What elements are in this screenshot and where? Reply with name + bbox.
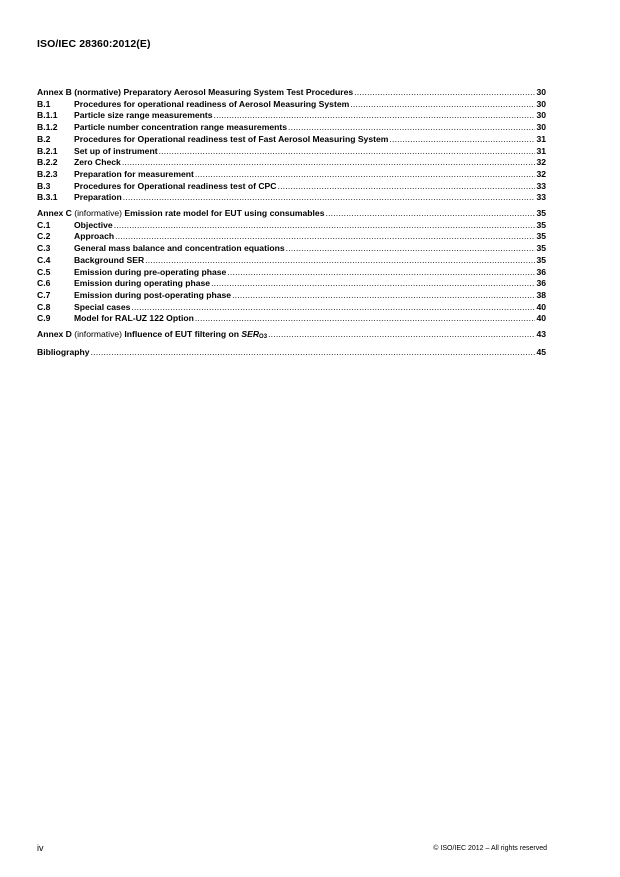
toc-leader-dots <box>123 192 536 204</box>
toc-number: C.9 <box>37 313 51 324</box>
toc-page-number: 30 <box>536 87 546 97</box>
toc-row[interactable] <box>37 110 546 122</box>
toc-row[interactable] <box>37 181 546 193</box>
toc-page-number: 30 <box>536 122 546 133</box>
toc-leader-dots <box>354 87 535 99</box>
toc-leader-dots <box>286 243 536 255</box>
annex-type: (normative) <box>74 87 122 97</box>
toc-title: Particle number concentration range measurements <box>74 122 288 133</box>
toc-leader-dots <box>211 278 535 290</box>
annex-type: (informative) <box>74 329 123 340</box>
toc-leader-dots <box>131 302 535 314</box>
toc-page-number: 30 <box>536 110 546 121</box>
toc-title: Emission during operating phase <box>74 278 211 289</box>
toc-leader-dots <box>115 231 535 243</box>
toc-number: B.1.2 <box>37 122 58 133</box>
toc-title: Model for RAL-UZ 122 Option <box>74 313 194 324</box>
toc-leader-dots <box>350 99 535 111</box>
toc-page-number: 35 <box>536 254 546 265</box>
toc-title: Preparation <box>74 192 122 203</box>
toc-title: Procedures for Operational readiness test of Fast Aerosol Measuring System <box>74 133 389 144</box>
document-id: ISO/IEC 28360:2012(E) <box>37 38 151 50</box>
toc-number: C.2 <box>37 231 51 242</box>
toc-row[interactable] <box>37 99 546 111</box>
toc-leader-dots <box>145 255 535 267</box>
toc-number: C.4 <box>37 254 51 265</box>
toc-row[interactable] <box>37 302 546 314</box>
toc-leader-dots <box>326 208 536 220</box>
toc-leader-dots <box>195 169 536 181</box>
toc-number: B.1 <box>37 98 51 109</box>
toc-page-number: 32 <box>536 157 546 168</box>
toc-row[interactable] <box>37 243 546 255</box>
toc-number: C.8 <box>37 301 51 312</box>
toc-title: Emission during post-operating phase <box>74 289 232 300</box>
toc-leader-dots <box>278 181 536 193</box>
toc-number: C.7 <box>37 289 51 300</box>
toc-title: Background SER <box>74 254 145 265</box>
toc-page-number: 31 <box>536 145 546 156</box>
toc-page-number: 31 <box>536 133 546 144</box>
toc-page-number: 32 <box>536 168 546 179</box>
toc-title: Objective <box>74 219 113 230</box>
toc-number: C.1 <box>37 219 51 230</box>
toc-row[interactable] <box>37 220 546 232</box>
annex-type: (informative) <box>74 208 123 219</box>
toc-page-number: 38 <box>536 289 546 300</box>
toc-page-number: 40 <box>536 301 546 312</box>
annex-title: Emission rate model for EUT using consumables <box>124 208 325 219</box>
toc-title: Particle size range measurements <box>74 110 213 121</box>
toc-title <box>37 329 267 343</box>
toc-title: Bibliography <box>37 346 90 357</box>
annex-title-subscript: O3 <box>259 334 268 341</box>
toc-row[interactable] <box>37 122 546 134</box>
toc-page-number: 35 <box>536 219 546 230</box>
toc-row[interactable] <box>37 134 546 146</box>
toc-row[interactable] <box>37 290 546 302</box>
toc-page-number: 43 <box>536 329 546 340</box>
toc-title: Preparation for measurement <box>74 168 194 179</box>
toc-leader-dots <box>227 267 535 279</box>
toc-annex-row[interactable] <box>37 87 546 99</box>
toc-row[interactable] <box>37 347 546 359</box>
annex-title-symbol: SER <box>241 329 260 340</box>
toc-title: Procedures for operational readiness of Aerosol Measuring System <box>74 98 350 109</box>
toc-title: Set up of instrument <box>74 145 158 156</box>
annex-title: Preparatory Aerosol Measuring System Test Procedures <box>123 87 354 97</box>
annex-label: Annex D <box>37 329 72 340</box>
toc-leader-dots <box>389 134 535 146</box>
toc-annex-row[interactable] <box>37 208 546 220</box>
toc-title: General mass balance and concentration equations <box>74 243 285 254</box>
annex-label: Annex B <box>37 87 72 97</box>
toc-page-number: 33 <box>536 192 546 203</box>
toc-row[interactable] <box>37 157 546 169</box>
toc-title: Special cases <box>74 301 131 312</box>
toc-leader-dots <box>122 157 536 169</box>
toc-leader-dots <box>195 313 536 325</box>
toc-annex-row[interactable] <box>37 329 546 343</box>
toc-title: Procedures for Operational readiness test of CPC <box>74 180 277 191</box>
toc-leader-dots <box>159 146 536 158</box>
toc-number: C.6 <box>37 278 51 289</box>
toc-number: B.2.1 <box>37 145 58 156</box>
page-number: iv <box>37 843 44 853</box>
toc-title: Approach <box>74 231 115 242</box>
toc-page-number: 36 <box>536 278 546 289</box>
toc-row[interactable] <box>37 231 546 243</box>
toc-page-number: 33 <box>536 180 546 191</box>
table-of-contents <box>37 87 546 358</box>
toc-leader-dots <box>232 290 535 302</box>
toc-row[interactable] <box>37 278 546 290</box>
toc-number: B.3 <box>37 180 51 191</box>
toc-row[interactable] <box>37 255 546 267</box>
toc-row[interactable] <box>37 313 546 325</box>
toc-title <box>37 87 353 99</box>
toc-number: C.5 <box>37 266 51 277</box>
toc-number: B.1.1 <box>37 110 58 121</box>
toc-page-number: 45 <box>536 346 546 357</box>
annex-label: Annex C <box>37 208 72 219</box>
toc-leader-dots <box>114 220 536 232</box>
toc-title <box>37 208 325 220</box>
toc-page-number: 35 <box>536 243 546 254</box>
annex-title: Influence of EUT filtering on <box>124 329 242 340</box>
toc-row[interactable] <box>37 192 546 204</box>
toc-page-number: 30 <box>536 98 546 109</box>
toc-number: B.2.3 <box>37 168 58 179</box>
toc-number: C.3 <box>37 243 51 254</box>
toc-leader-dots <box>214 110 536 122</box>
toc-row[interactable] <box>37 146 546 158</box>
toc-leader-dots <box>268 329 535 341</box>
toc-number: B.3.1 <box>37 192 58 203</box>
toc-page-number: 36 <box>536 266 546 277</box>
toc-title: Emission during pre-operating phase <box>74 266 227 277</box>
toc-row[interactable] <box>37 169 546 181</box>
toc-page-number: 40 <box>536 313 546 324</box>
toc-page-number: 35 <box>536 208 546 219</box>
toc-leader-dots <box>91 347 536 359</box>
toc-title: Zero Check <box>74 157 121 168</box>
toc-row[interactable] <box>37 267 546 279</box>
toc-number: B.2 <box>37 133 51 144</box>
toc-leader-dots <box>288 122 535 134</box>
toc-number: B.2.2 <box>37 157 58 168</box>
toc-page-number: 35 <box>536 231 546 242</box>
copyright-notice: © ISO/IEC 2012 – All rights reserved <box>433 845 547 852</box>
